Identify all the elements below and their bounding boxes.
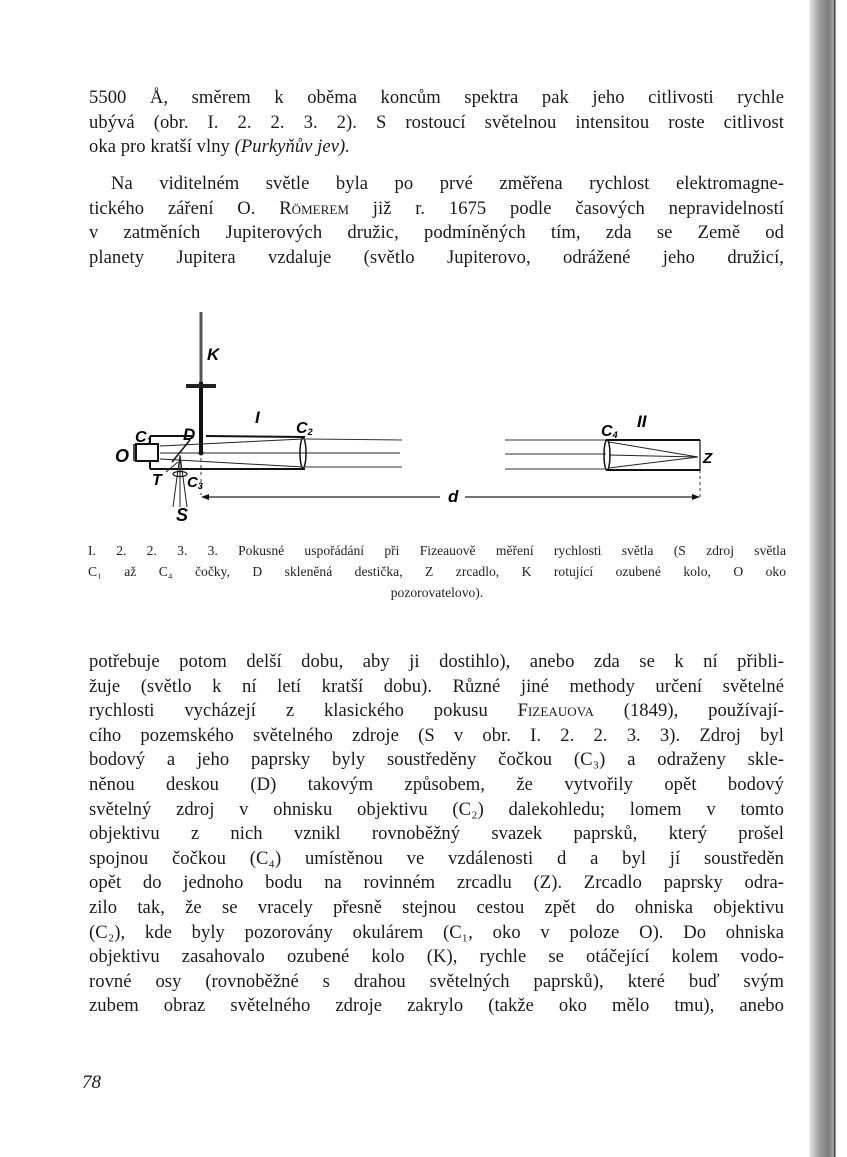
text-fragment: (1849), používají- <box>593 700 784 722</box>
italic-term: (Purkyňův jev). <box>234 136 350 158</box>
wheel-disc <box>186 384 216 388</box>
text-fragment: rychlosti vycházejí z klasického pokusu <box>89 700 518 722</box>
text-line: planety Jupitera vzdaluje (světlo Jupiterovo, odrážené jeho družicí, <box>89 246 784 268</box>
label-z: Z <box>703 450 713 467</box>
label-ii: II <box>637 412 647 431</box>
page-number: 78 <box>82 1072 101 1093</box>
label-i: I <box>255 408 260 427</box>
text-line: objektivu z nich vznikl rovnoběžný svazek paprsků, který prošel <box>89 823 784 845</box>
person-name: Fizeauova <box>517 700 594 722</box>
text-line: rovné osy (rovnoběžné s drahou světelných paprsků), které buď svým <box>89 970 784 992</box>
label-distance-d: d <box>448 487 459 506</box>
figure-caption <box>88 540 786 603</box>
fizeau-apparatus-diagram <box>0 300 847 530</box>
text-line: 5500 Å, směrem k oběma koncům spektra pak jeho citlivosti rychle <box>89 87 784 108</box>
text-line: světelný zdroj v ohnisku objektivu (C₂) dalekohledu; lomem v tomto <box>89 798 784 820</box>
text-line: žuje (světlo k ní letí kratší dobu). Různé jiné methody určení světelné <box>89 675 784 697</box>
text-line: cího pozemského světelného zdroje (S v obr. I. 2. 2. 3. 3). Zdroj byl <box>89 724 784 746</box>
eyepiece-c1 <box>136 444 158 461</box>
text-line: bodový a jeho paprsky byly soustředěny čočkou (C₃) a odraženy skle- <box>89 749 784 771</box>
label-c4: C4 <box>601 423 618 440</box>
text-fragment: tického záření O. <box>89 197 280 219</box>
label-d-plate: D <box>183 425 196 444</box>
label-c3: C3 <box>187 474 203 491</box>
caption-line: C₁ až C₄ čočky, D skleněná destička, Z zrcadlo, K rotující ozubené kolo, O oko <box>88 564 786 579</box>
paragraph-3 <box>89 650 784 1019</box>
paragraph-2 <box>89 172 784 270</box>
text-line: zubem obraz světelného zdroje zakrylo (takže oko mělo tmu), anebo <box>89 995 784 1017</box>
text-line <box>89 699 784 724</box>
paragraph-1 <box>89 86 784 160</box>
text-line <box>89 197 784 222</box>
text-line: Na viditelném světle byla po prvé změřena rychlost elektromagne- <box>111 173 784 194</box>
person-name: Römerem <box>279 197 349 219</box>
label-c2: C2 <box>296 420 313 437</box>
text-line: ubývá (obr. I. 2. 2. 3. 2). S rostoucí světelnou intensitou roste citlivost <box>89 111 784 133</box>
text-line: zilo tak, že se vracely přesně stejnou cestou zpět do ohniska objektivu <box>89 896 784 918</box>
text-line: objektivu zasahovalo ozubené kolo (K), rychle se otáčející kolem vodo- <box>89 946 784 968</box>
label-t: T <box>152 472 162 489</box>
text-line <box>89 135 784 160</box>
text-line: něnou deskou (D) takovým způsobem, že vytvořily opět bodový <box>89 773 784 795</box>
text-line: opět do jednoho bodu na rovinném zrcadlu (Z). Zrcadlo paprsky odra- <box>89 872 784 894</box>
page-binding-shadow <box>808 0 838 1157</box>
text-line: (C₂), kde byly pozorovány okulárem (C₁, oko v poloze O). Do ohniska <box>89 921 784 943</box>
text-line: potřebuje potom delší dobu, aby ji dostihlo), anebo zda se k ní přibli- <box>89 651 784 672</box>
label-o: O <box>115 446 130 466</box>
label-s: S <box>176 505 189 525</box>
text-line: v zatměních Jupiterových družic, podmíněných tím, zda se Země od <box>89 222 784 244</box>
label-k: K <box>207 345 220 364</box>
text-fragment: již r. 1675 podle časových nepravidelností <box>349 197 784 219</box>
text-fragment: oka pro kratší vlny <box>89 136 235 158</box>
caption-line: pozorovatelovo). <box>390 585 484 600</box>
text-line: spojnou čočkou (C₄) umístěnou ve vzdálenosti d a byl jí soustředěn <box>89 847 784 869</box>
caption-line: I. 2. 2. 3. 3. Pokusné uspořádání při Fizeauově měření rychlosti světla (S zdroj světla <box>88 543 786 558</box>
label-c1: C1 <box>135 429 152 446</box>
